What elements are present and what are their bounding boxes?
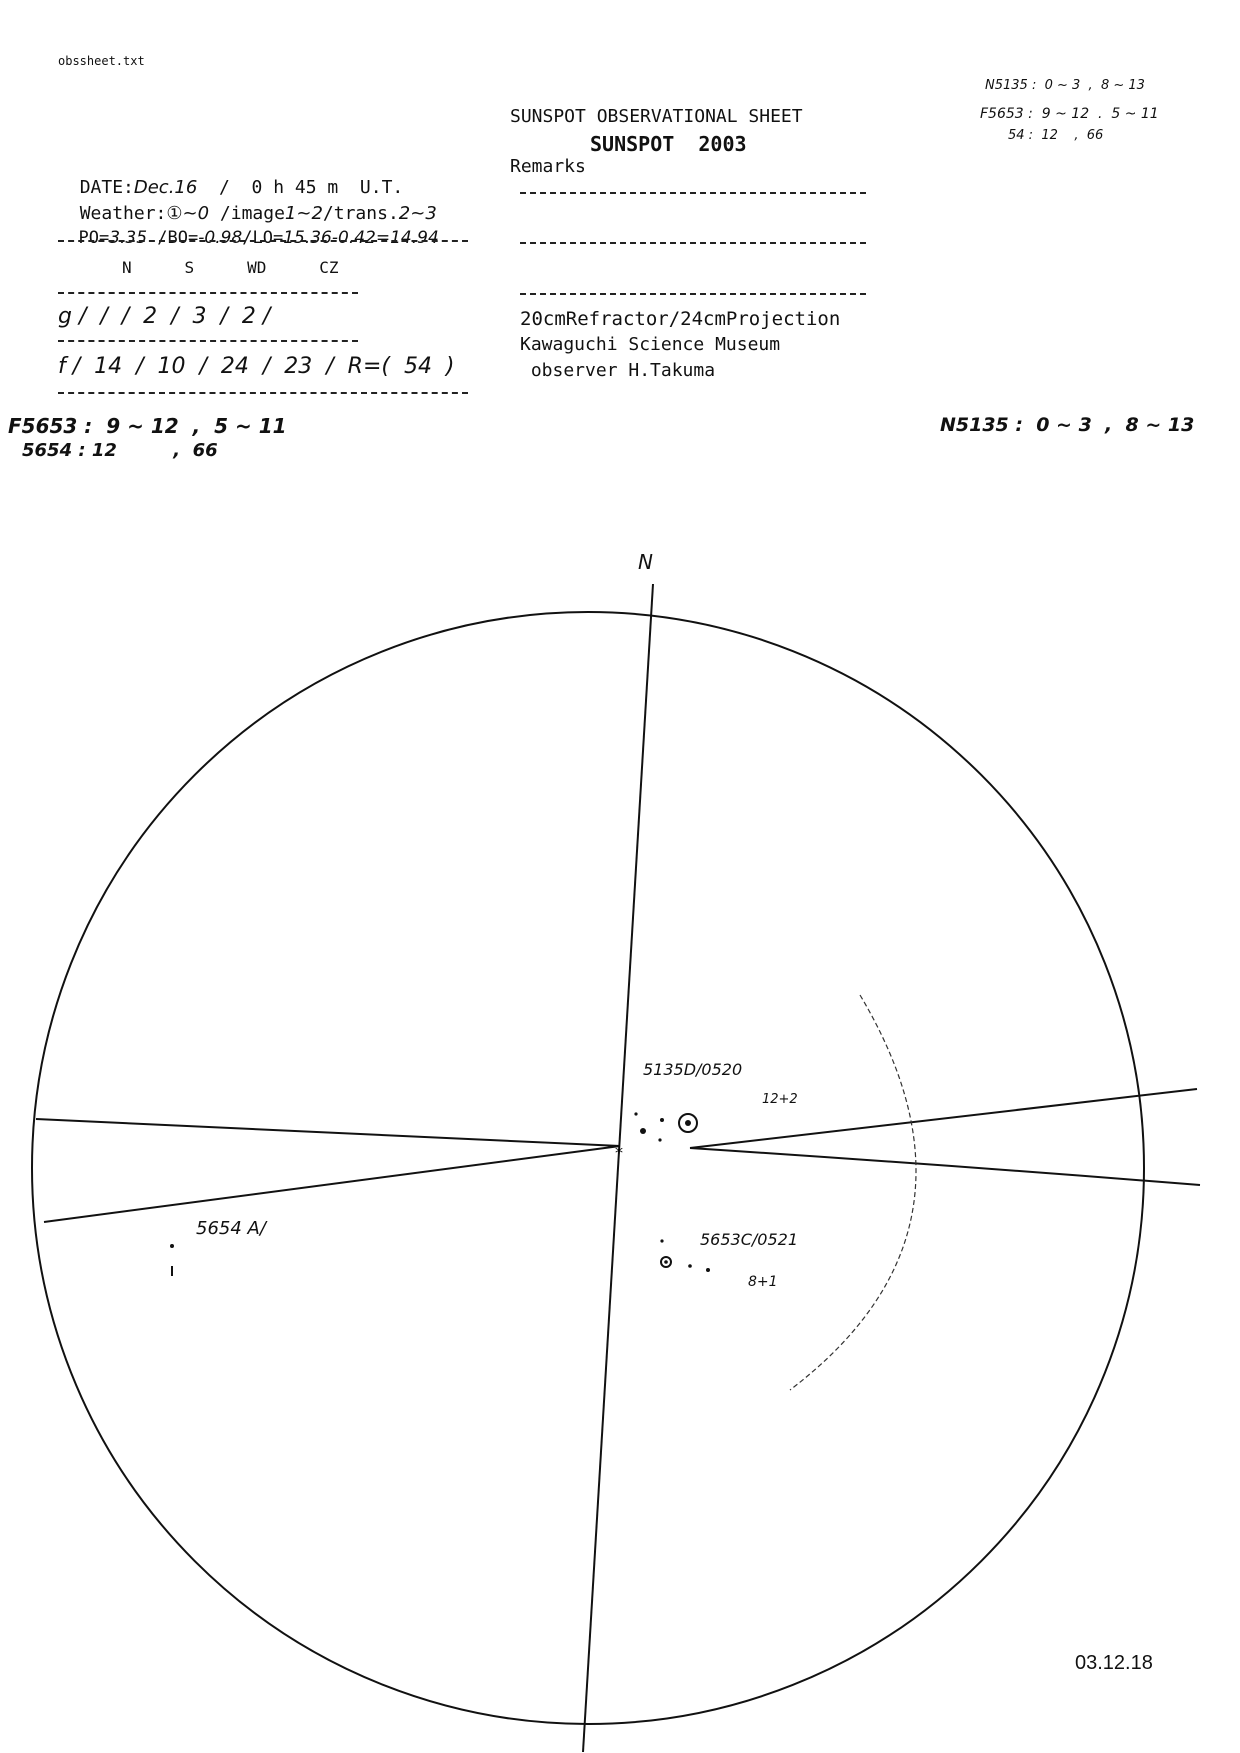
trans-value: 2~3 (398, 203, 437, 224)
note-top-right-3: 54 : 12 , 66 (1008, 128, 1104, 143)
remarks-label: Remarks (510, 156, 586, 177)
image-label: /image (209, 203, 285, 224)
museum: Kawaguchi Science Museum (520, 334, 781, 355)
spot-5135-e (634, 1112, 637, 1115)
po-value: 3.35 (109, 228, 148, 248)
region-5654-label: 5654 A/ (196, 1218, 266, 1239)
region-5653-label: 5653C/0521 (700, 1230, 798, 1249)
file-name: obssheet.txt (58, 54, 145, 68)
region-5135-count: 12+2 (762, 1092, 798, 1107)
bo-value: -0.98 (198, 228, 243, 248)
trans-label: /trans. (322, 203, 399, 224)
sheet-title: SUNSPOT OBSERVATIONAL SHEET (510, 106, 803, 127)
observer: observer H.Takuma (520, 360, 716, 381)
north-south-axis (583, 584, 653, 1752)
note-left-1: F5653 : 9 ~ 12 , 5 ~ 11 (8, 414, 287, 438)
spot-5135-c (660, 1118, 664, 1122)
note-top-right-1: N5135 : 0 ~ 3 , 8 ~ 13 (985, 78, 1145, 93)
spot-5654-a (170, 1244, 174, 1248)
date-label: DATE: (79, 177, 134, 198)
north-label: N (638, 550, 653, 574)
region-5135-label: 5135D/0520 (643, 1060, 743, 1079)
spot-count-row: f / 14 / 10 / 24 / 23 / R=( 54 ) (58, 354, 455, 379)
sheet-subtitle: SUNSPOT 2003 (590, 132, 747, 156)
time-value: / 0 h 45 m U.T. (197, 177, 404, 198)
instrument: 20cmRefractor/24cmProjection (520, 308, 841, 330)
ecliptic-line-2 (690, 1148, 1200, 1185)
spot-5135-d (658, 1138, 661, 1141)
po-label: PO= (78, 228, 110, 248)
spot-5653-b (660, 1239, 663, 1242)
date-stamp: 03.12.18 (1075, 1652, 1153, 1674)
spot-5653-c (688, 1264, 692, 1268)
spot-5135-core (685, 1120, 691, 1126)
region-5653-count: 8+1 (748, 1274, 778, 1290)
note-left-2: 5654 : 12 , 66 (22, 440, 218, 461)
spot-5653-core (664, 1260, 668, 1264)
columns-header: N S WD CZ (122, 258, 339, 277)
east-west-line-b (44, 1146, 620, 1222)
lo-value: 15.36-0.42=14.94 (283, 228, 439, 248)
group-count-row: g / / / 2 / 3 / 2 / (58, 304, 271, 329)
weather-value: ①~0 (166, 203, 210, 224)
spot-5653-d (706, 1268, 710, 1272)
date-value: Dec.16 (133, 177, 198, 198)
meridian-arc (790, 995, 916, 1390)
bo-label: /BO= (147, 228, 199, 248)
image-value: 1~2 (284, 203, 323, 224)
weather-label: Weather: (79, 203, 167, 224)
lo-label: /LO= (242, 228, 284, 248)
spot-5135-b (640, 1128, 646, 1134)
note-top-right-2: F5653 : 9 ~ 12 . 5 ~ 11 (980, 106, 1159, 122)
east-west-line-a (36, 1119, 620, 1146)
center-mark: * (615, 1143, 623, 1162)
note-right-1: N5135 : 0 ~ 3 , 8 ~ 13 (940, 414, 1195, 436)
